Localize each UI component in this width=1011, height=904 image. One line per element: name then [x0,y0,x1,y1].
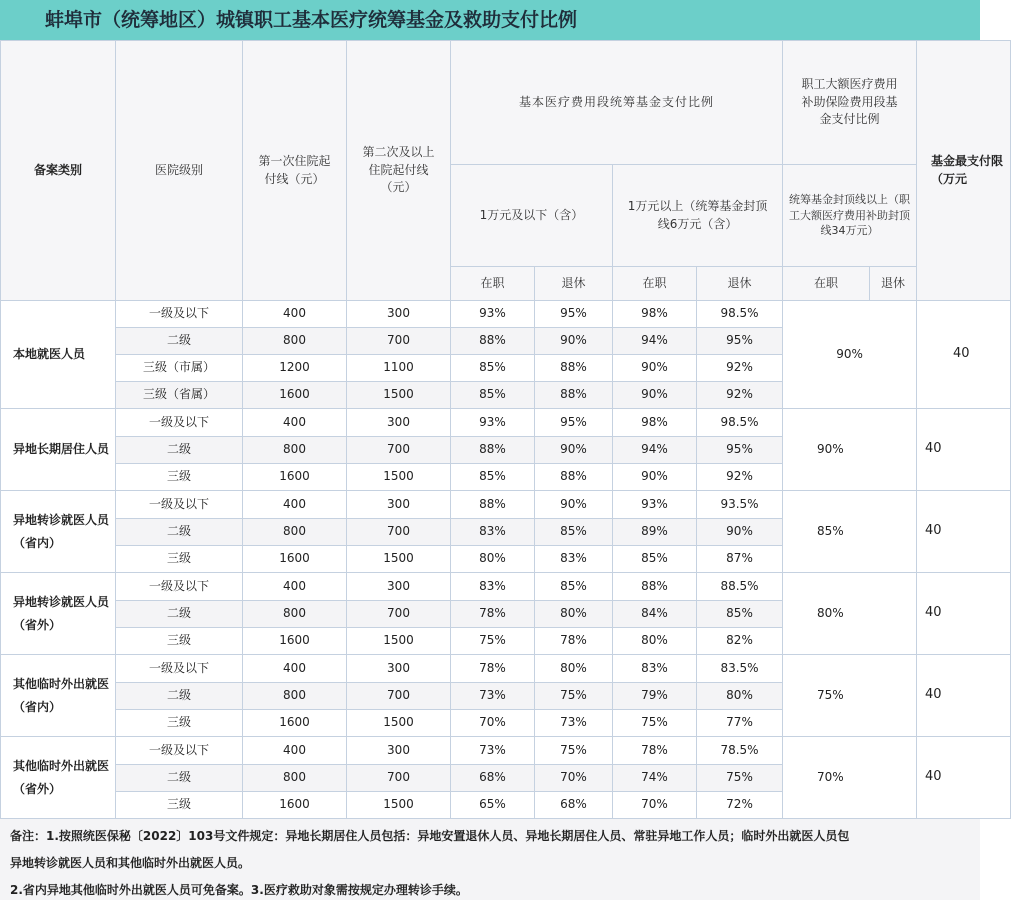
header-basic-group: 基本医疗费用段统筹基金支付比例 [451,41,783,165]
t2-active-cell: 90% [613,355,697,382]
category-cell: 本地就医人员 [1,301,116,409]
max-limit-cell: 40 [917,409,1011,491]
t2-retired-cell: 87% [697,546,783,573]
t2-retired-cell: 88.5% [697,573,783,601]
t1-retired-cell: 90% [535,491,613,519]
t2-retired-cell: 83.5% [697,655,783,683]
t2-active-cell: 88% [613,573,697,601]
t1-active-cell: 83% [451,519,535,546]
level-cell: 三级 [116,628,243,655]
header-first-deductible: 第一次住院起付线（元） [243,41,347,301]
major-ratio-cell: 85% [783,491,917,573]
second-cell: 1500 [347,546,451,573]
level-cell: 二级 [116,765,243,792]
first-cell: 1600 [243,546,347,573]
t1-active-cell: 85% [451,355,535,382]
level-cell: 三级 [116,546,243,573]
header-major-sub: 统筹基金封顶线以上（职工大额医疗费用补助封顶线34万元） [783,165,917,267]
max-limit-cell: 40 [917,737,1011,819]
level-cell: 三级（省属） [116,382,243,409]
t1-active-cell: 83% [451,573,535,601]
first-cell: 800 [243,683,347,710]
t1-retired-cell: 88% [535,355,613,382]
second-cell: 300 [347,737,451,765]
t1-retired-cell: 68% [535,792,613,819]
major-ratio-cell: 80% [783,573,917,655]
header-max-limit: 基金最支付限（万元 [917,41,1011,301]
header-tier2-active: 在职 [613,267,697,301]
t1-active-cell: 75% [451,628,535,655]
t2-active-cell: 80% [613,628,697,655]
t1-active-cell: 78% [451,655,535,683]
header-tier2-retired: 退休 [697,267,783,301]
t2-retired-cell: 92% [697,464,783,491]
t1-active-cell: 85% [451,382,535,409]
t2-retired-cell: 95% [697,437,783,464]
level-cell: 一级及以下 [116,491,243,519]
category-cell: 异地转诊就医人员（省外） [1,573,116,655]
category-cell: 异地转诊就医人员（省内） [1,491,116,573]
header-major-active: 在职 [783,267,870,301]
second-cell: 700 [347,601,451,628]
t2-retired-cell: 80% [697,683,783,710]
second-cell: 700 [347,765,451,792]
category-cell: 异地长期居住人员 [1,409,116,491]
header-major-group: 职工大额医疗费用补助保险费用段基金支付比例 [783,41,917,165]
t2-retired-cell: 85% [697,601,783,628]
header-hospital-level: 医院级别 [116,41,243,301]
t2-active-cell: 78% [613,737,697,765]
level-cell: 三级 [116,792,243,819]
page-title: 蚌埠市（统筹地区）城镇职工基本医疗统筹基金及救助支付比例 [0,0,980,40]
first-cell: 400 [243,737,347,765]
t2-active-cell: 84% [613,601,697,628]
t1-active-cell: 70% [451,710,535,737]
first-cell: 400 [243,409,347,437]
level-cell: 一级及以下 [116,409,243,437]
t1-retired-cell: 88% [535,382,613,409]
second-cell: 700 [347,519,451,546]
level-cell: 三级 [116,710,243,737]
notes-section [0,818,980,900]
category-cell: 其他临时外出就医（省内） [1,655,116,737]
second-cell: 700 [347,328,451,355]
t1-retired-cell: 95% [535,409,613,437]
t2-active-cell: 83% [613,655,697,683]
first-cell: 400 [243,573,347,601]
table-row [1,737,1011,765]
t1-retired-cell: 85% [535,519,613,546]
first-cell: 1600 [243,792,347,819]
t1-active-cell: 65% [451,792,535,819]
t2-active-cell: 94% [613,328,697,355]
max-limit-cell: 40 [917,491,1011,573]
t1-active-cell: 88% [451,437,535,464]
payment-ratio-table-wrapper [0,40,1004,819]
major-ratio-cell: 75% [783,655,917,737]
t2-active-cell: 74% [613,765,697,792]
first-cell: 1600 [243,628,347,655]
t2-active-cell: 94% [613,437,697,464]
major-ratio-cell: 90% [783,409,917,491]
table-header [1,41,1011,301]
t2-retired-cell: 92% [697,355,783,382]
first-cell: 1200 [243,355,347,382]
t1-active-cell: 68% [451,765,535,792]
level-cell: 三级（市属） [116,355,243,382]
header-category: 备案类别 [1,41,116,301]
t2-active-cell: 98% [613,409,697,437]
first-cell: 800 [243,437,347,464]
t2-retired-cell: 82% [697,628,783,655]
table-body [1,301,1011,819]
first-cell: 400 [243,301,347,328]
t2-retired-cell: 75% [697,765,783,792]
t2-active-cell: 79% [613,683,697,710]
table-row [1,409,1011,437]
payment-ratio-table [0,40,1011,819]
t1-retired-cell: 90% [535,328,613,355]
t2-retired-cell: 98.5% [697,409,783,437]
second-cell: 1100 [347,355,451,382]
header-basic-tier2: 1万元以上（统筹基金封顶线6万元（含） [613,165,783,267]
second-cell: 300 [347,301,451,328]
category-cell: 其他临时外出就医（省外） [1,737,116,819]
second-cell: 1500 [347,792,451,819]
level-cell: 一级及以下 [116,655,243,683]
level-cell: 二级 [116,683,243,710]
t1-retired-cell: 80% [535,601,613,628]
t2-retired-cell: 78.5% [697,737,783,765]
t2-retired-cell: 93.5% [697,491,783,519]
second-cell: 1500 [347,464,451,491]
t1-retired-cell: 80% [535,655,613,683]
t1-retired-cell: 83% [535,546,613,573]
first-cell: 800 [243,765,347,792]
t2-active-cell: 70% [613,792,697,819]
table-row [1,491,1011,519]
note-line-3: 2.省内异地其他临时外出就医人员可免备案。3.医疗救助对象需按规定办理转诊手续。 [10,883,468,897]
t1-retired-cell: 70% [535,765,613,792]
t2-retired-cell: 72% [697,792,783,819]
table-row [1,573,1011,601]
t1-retired-cell: 95% [535,301,613,328]
t1-retired-cell: 90% [535,437,613,464]
t1-retired-cell: 75% [535,737,613,765]
header-tier1-retired: 退休 [535,267,613,301]
level-cell: 一级及以下 [116,573,243,601]
t2-retired-cell: 95% [697,328,783,355]
t1-active-cell: 88% [451,491,535,519]
first-cell: 1600 [243,710,347,737]
second-cell: 1500 [347,710,451,737]
note-line-1: 备注：1.按照统医保秘〔2022〕103号文件规定：异地长期居住人员包括：异地安置退休人员、异地长期居住人员、常驻异地工作人员；临时外出就医人员包 [10,829,850,843]
second-cell: 700 [347,683,451,710]
t2-retired-cell: 77% [697,710,783,737]
max-limit-cell: 40 [917,655,1011,737]
t2-retired-cell: 92% [697,382,783,409]
max-limit-cell: 40 [917,301,1011,409]
header-tier1-active: 在职 [451,267,535,301]
level-cell: 一级及以下 [116,737,243,765]
note-line-2: 异地转诊就医人员和其他临时外出就医人员。 [10,856,251,870]
first-cell: 800 [243,519,347,546]
second-cell: 300 [347,655,451,683]
level-cell: 二级 [116,437,243,464]
t1-active-cell: 93% [451,409,535,437]
header-basic-tier1: 1万元及以下（含） [451,165,613,267]
t1-active-cell: 85% [451,464,535,491]
second-cell: 1500 [347,628,451,655]
level-cell: 三级 [116,464,243,491]
t2-active-cell: 90% [613,464,697,491]
t1-active-cell: 93% [451,301,535,328]
second-cell: 300 [347,491,451,519]
level-cell: 二级 [116,328,243,355]
t1-active-cell: 73% [451,683,535,710]
max-limit-cell: 40 [917,573,1011,655]
t1-active-cell: 88% [451,328,535,355]
major-ratio-cell: 70% [783,737,917,819]
t2-active-cell: 90% [613,382,697,409]
first-cell: 400 [243,655,347,683]
table-row [1,655,1011,683]
t1-retired-cell: 85% [535,573,613,601]
first-cell: 1600 [243,464,347,491]
t2-active-cell: 85% [613,546,697,573]
level-cell: 二级 [116,519,243,546]
t1-active-cell: 73% [451,737,535,765]
major-ratio-cell: 90% [783,301,917,409]
t2-active-cell: 93% [613,491,697,519]
header-second-deductible: 第二次及以上住院起付线（元） [347,41,451,301]
header-major-retired: 退休 [870,267,917,301]
t2-active-cell: 98% [613,301,697,328]
t1-active-cell: 80% [451,546,535,573]
second-cell: 300 [347,573,451,601]
first-cell: 400 [243,491,347,519]
t1-retired-cell: 88% [535,464,613,491]
second-cell: 300 [347,409,451,437]
second-cell: 700 [347,437,451,464]
second-cell: 1500 [347,382,451,409]
t1-retired-cell: 78% [535,628,613,655]
first-cell: 800 [243,328,347,355]
t2-active-cell: 89% [613,519,697,546]
first-cell: 1600 [243,382,347,409]
t1-retired-cell: 75% [535,683,613,710]
t1-retired-cell: 73% [535,710,613,737]
t2-retired-cell: 90% [697,519,783,546]
t1-active-cell: 78% [451,601,535,628]
level-cell: 二级 [116,601,243,628]
level-cell: 一级及以下 [116,301,243,328]
t2-active-cell: 75% [613,710,697,737]
first-cell: 800 [243,601,347,628]
t2-retired-cell: 98.5% [697,301,783,328]
table-row [1,301,1011,328]
